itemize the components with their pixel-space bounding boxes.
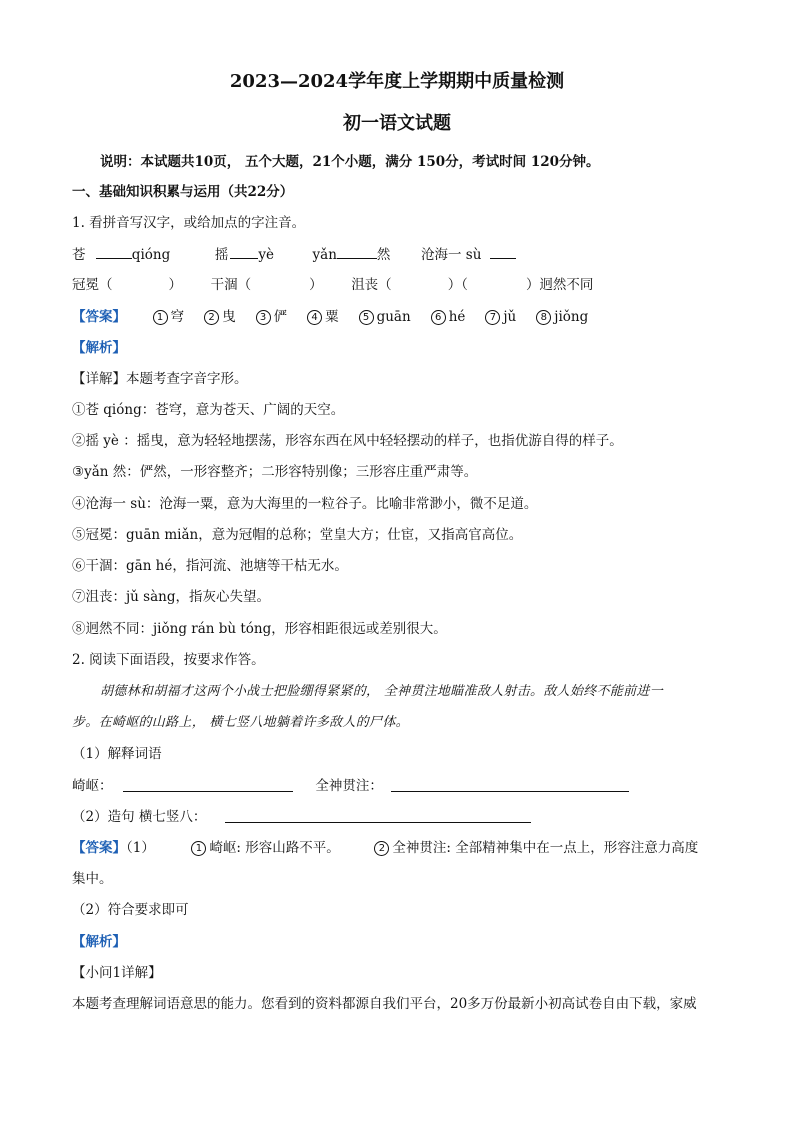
reading-passage-line: 胡德林和胡福才这两个小战士把脸绷得紧紧的， 全神贯注地瞄准敌人射击。敌人始终不能前进一 [100,684,664,699]
section-heading: 一、基础知识积累与运用（共22分） [72,184,294,200]
q2-sub2: （2）造句 横七竖八： [72,809,207,825]
detail-intro: 【详解】本题考查字音字形。 [72,371,248,387]
q1-answer-item [307,308,339,326]
field-label-qiqu: 崎岖： [72,778,113,794]
detail-label: 【小问1详解】 [72,965,162,981]
q1-word-b: 干涸（ [210,277,252,293]
q1-paren-b: ） [309,277,323,293]
circle-number: 8 [536,310,551,325]
answer-continuation: 集中。 [72,871,113,887]
q1-pinyin-b: yè [258,247,274,263]
circle-number: 1 [153,310,168,325]
circle-number: 2 [204,310,219,325]
question-2-prompt: 2. 阅读下面语段，按要求作答。 [72,652,265,668]
q1-word-c: 沮丧（ [351,277,392,293]
explain-line: ①苍 qióng：苍穹，意为苍天、广阔的天空。 [72,402,345,418]
exam-instructions: 说明：本试题共10页， 五个大题，21个小题，满分 150分，考试时间 120分钟。 [100,154,600,170]
page-title: 2023—2024学年度上学期期中质量检测 [229,71,565,92]
answer-quanshen: 全神贯注: 全部精神集中在一点上，形容注意力高度 [392,840,699,856]
answer-value: jiǒng [554,309,589,325]
q1-item-b: 摇 [214,247,229,263]
circle-number: 6 [431,310,446,325]
analysis-label: 【解析】 [72,340,126,356]
q1-phonetic-row [72,276,593,294]
q1-blank-a[interactable] [96,245,132,259]
q2-sub1: （1）解释词语 [72,746,162,762]
quanshen-answer-field[interactable] [391,777,629,792]
q1-pinyin-row [72,245,516,264]
explain-line: ⑥干涸：gān hé，指河流、池塘等干枯无水。 [72,558,348,574]
answer-value: 曳 [222,309,236,325]
q1-blank-c[interactable] [337,245,377,259]
q1-answer-item [485,308,516,326]
q1-item-d: 沧海一 sù [421,247,482,263]
q1-pinyin-c: yǎn [312,247,337,263]
q1-answer-item [536,308,588,326]
circle-number-1: 1 [191,841,206,856]
answer-value: 俨 [273,309,288,325]
circle-number: 4 [307,310,322,325]
analysis-label: 【解析】 [72,934,126,950]
answer-sub2: （2）符合要求即可 [72,902,189,918]
answer-value: 粟 [325,309,339,325]
answer-qiqu: 崎岖: 形容山路不平。 [209,840,340,856]
explain-line: ⑤冠冕：guān miǎn，意为冠帽的总称；堂皇大方；仕宦，又指高官高位。 [72,527,523,543]
q1-pinyin-a: qióng [131,247,171,263]
q1-blank-d[interactable] [490,245,516,259]
q1-item-c: 然 [376,247,391,263]
answer-label: 【答案】 [72,309,126,325]
qiqu-answer-field[interactable] [123,777,293,792]
sentence-answer-field[interactable] [225,808,531,823]
answer-value: guān [376,309,411,325]
explain-line: ⑧迥然不同：jiǒng rán bù tóng，形容相距很远或差别很大。 [72,621,447,637]
q1-answer-row [72,308,608,326]
explain-line: ③yǎn 然：俨然，一形容整齐；二形容特别像；三形容庄重严肃等。 [72,464,478,480]
q1-answer-item [204,308,236,326]
circle-number: 5 [359,310,374,325]
circle-number-2: 2 [374,841,389,856]
q1-item-a: 苍 [72,247,86,263]
answer-label: 【答案】 [72,840,126,856]
answer-sub-number: （1） [126,840,155,856]
answer-value: hé [448,309,466,325]
q2-answer-row [72,839,698,857]
q2-sub2-row [72,808,531,826]
answer-value: jǔ [503,309,517,325]
q2-fields-row [72,777,629,795]
q1-word-a: 冠冕（ [72,277,113,293]
q1-blank-b[interactable] [230,245,258,259]
q1-answer-item [431,308,466,326]
q1-answer-item [153,308,185,326]
q1-paren-c: ）（ [447,277,468,293]
explain-line: ⑦沮丧：jǔ sàng，指灰心失望。 [72,589,270,605]
q1-answer-list [153,309,609,325]
circle-number: 3 [256,310,271,325]
detail-text: 本题考查理解词语意思的能力。您看到的资料都源自我们平台，20多万份最新小初高试卷自由下载，家威 [72,996,697,1012]
circle-number: 7 [485,310,500,325]
explain-line: ②摇 yè ：摇曳，意为轻轻地摆荡，形容东西在风中轻轻摆动的样子，也指优游自得的样子。 [72,433,623,449]
explain-line: ④沧海一 sù：沧海一粟，意为大海里的一粒谷子。比喻非常渺小，微不足道。 [72,496,538,512]
page-subtitle: 初一语文试题 [343,113,451,134]
q1-word-d: ）迥然不同 [525,277,594,293]
question-1-prompt: 1. 看拼音写汉字，或给加点的字注音。 [72,215,306,231]
q1-answer-item [256,308,288,326]
field-label-quanshen: 全神贯注： [315,778,383,794]
answer-value: 穹 [170,309,185,325]
q1-paren-a: ） [168,277,182,293]
q1-answer-item [359,308,411,326]
reading-passage-line: 步。在崎岖的山路上， 横七竖八地躺着许多敌人的尸体。 [72,715,409,730]
